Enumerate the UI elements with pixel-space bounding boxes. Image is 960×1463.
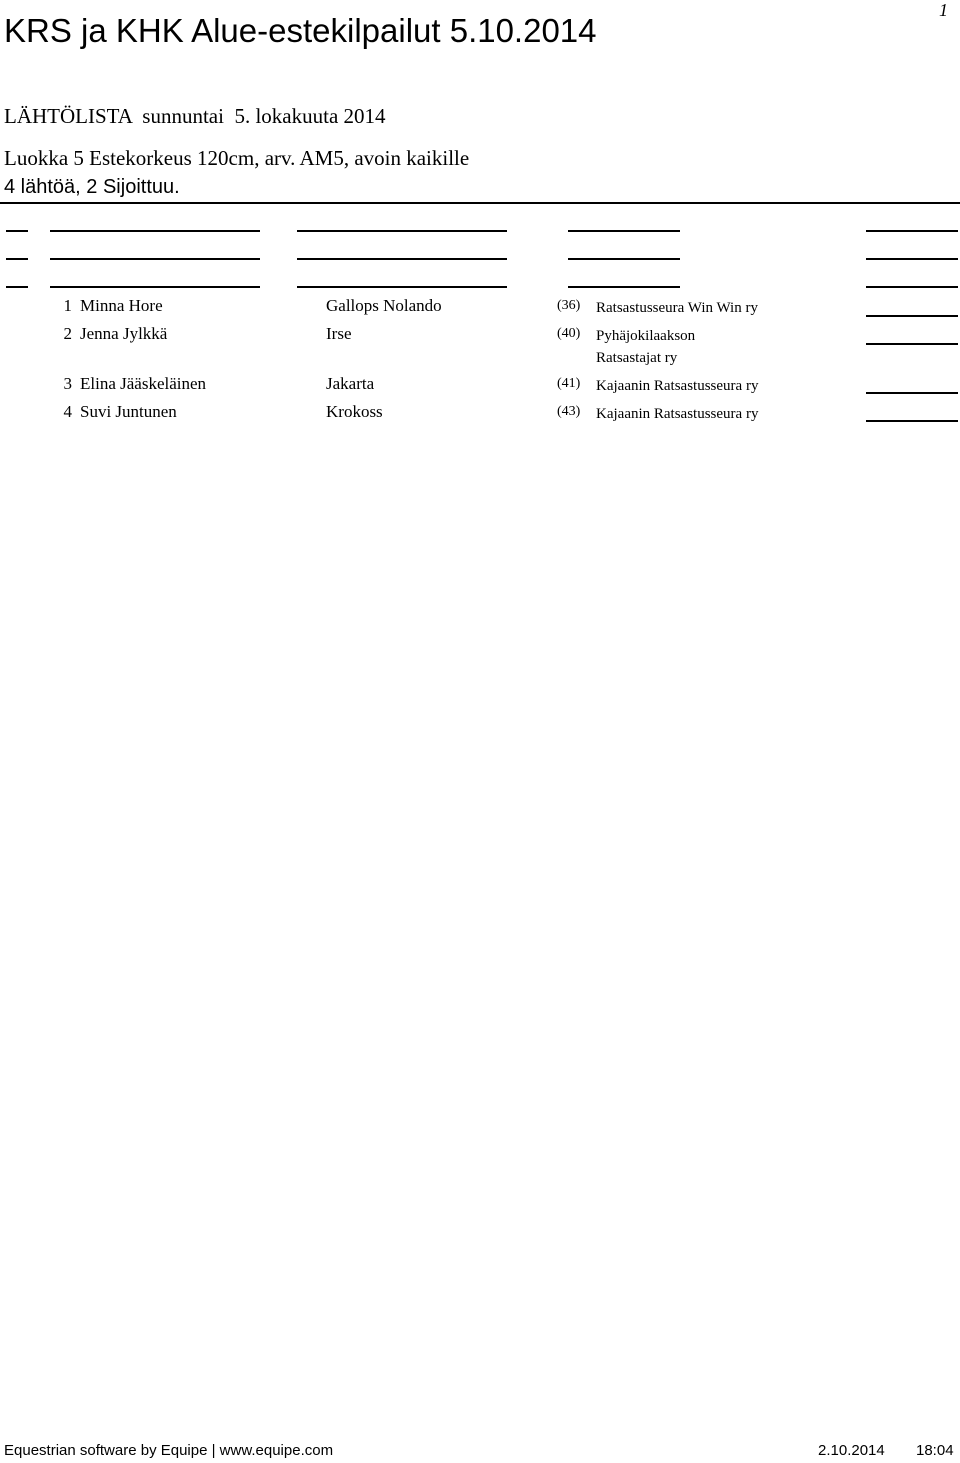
horse-number: (41) bbox=[557, 376, 581, 391]
blank-line bbox=[6, 258, 28, 260]
club-name: Ratsastusseura Win Win ry bbox=[596, 300, 758, 316]
rider-name: Jenna Jylkkä bbox=[80, 324, 168, 343]
blank-line bbox=[866, 230, 958, 232]
rider-name: Minna Hore bbox=[80, 296, 163, 315]
blank-line bbox=[6, 286, 28, 288]
event-title: KRS ja KHK Alue-estekilpailut 5.10.2014 bbox=[4, 12, 597, 49]
horse-name: Gallops Nolando bbox=[326, 296, 442, 315]
horse-name: Krokoss bbox=[326, 402, 383, 421]
rider-name: Elina Jääskeläinen bbox=[80, 374, 207, 393]
start-number: 4 bbox=[63, 402, 72, 421]
header-divider bbox=[0, 202, 960, 204]
page-number: 1 bbox=[939, 0, 948, 20]
club-name: Pyhäjokilaakson Ratsastajat ry bbox=[596, 328, 696, 366]
rider-name: Suvi Juntunen bbox=[80, 402, 177, 421]
result-line bbox=[866, 420, 958, 422]
startlist-heading: LÄHTÖLISTA sunnuntai 5. lokakuuta 2014 bbox=[4, 104, 386, 128]
blank-line bbox=[50, 286, 260, 288]
blank-line bbox=[6, 230, 28, 232]
club-name: Kajaanin Ratsastusseura ry bbox=[596, 406, 759, 422]
blank-line bbox=[866, 286, 958, 288]
horse-number: (40) bbox=[557, 326, 581, 341]
class-title: Luokka 5 Estekorkeus 120cm, arv. AM5, avoin kaikille bbox=[4, 146, 470, 170]
blank-line bbox=[568, 258, 680, 260]
horse-name: Jakarta bbox=[326, 374, 375, 393]
result-line bbox=[866, 315, 958, 317]
start-number: 3 bbox=[63, 374, 72, 393]
footer-date: 2.10.2014 bbox=[818, 1442, 885, 1459]
blank-line bbox=[297, 258, 507, 260]
horse-name: Irse bbox=[326, 324, 352, 343]
blank-line bbox=[297, 230, 507, 232]
blank-line bbox=[297, 286, 507, 288]
result-line bbox=[866, 392, 958, 394]
blank-line bbox=[568, 230, 680, 232]
blank-line bbox=[50, 258, 260, 260]
footer-software-credit: Equestrian software by Equipe | www.equipe.com bbox=[4, 1442, 334, 1459]
footer-time: 18:04 bbox=[916, 1442, 954, 1459]
horse-number: (36) bbox=[557, 298, 581, 313]
blank-line bbox=[50, 230, 260, 232]
class-info: 4 lähtöä, 2 Sijoittuu. bbox=[4, 176, 180, 198]
start-number: 2 bbox=[63, 324, 72, 343]
blank-line bbox=[568, 286, 680, 288]
blank-line bbox=[866, 258, 958, 260]
result-line bbox=[866, 343, 958, 345]
horse-number: (43) bbox=[557, 404, 581, 419]
club-name: Kajaanin Ratsastusseura ry bbox=[596, 378, 759, 394]
start-number: 1 bbox=[63, 296, 72, 315]
